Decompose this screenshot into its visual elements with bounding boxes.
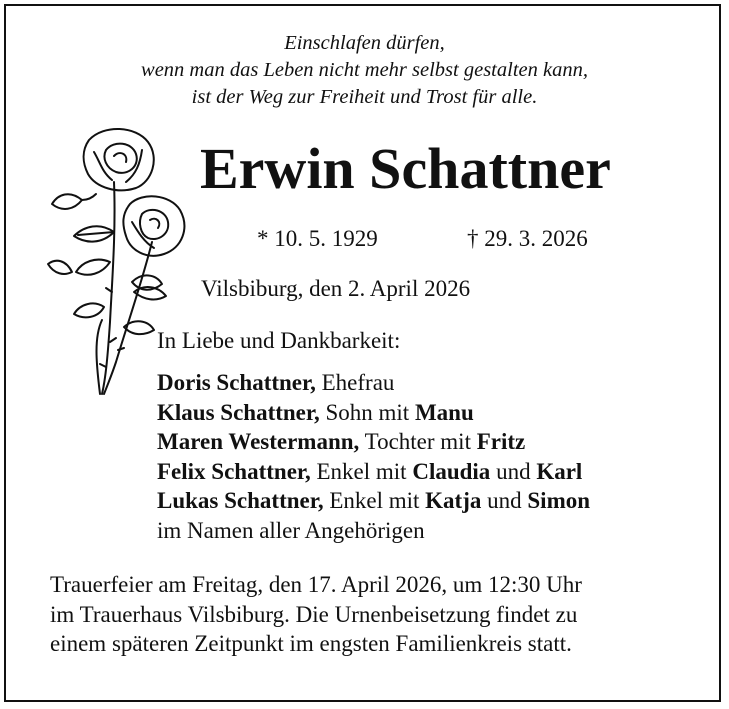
family-member: [157, 427, 590, 457]
birth-date: * 10. 5. 1929: [257, 226, 378, 251]
deceased-name: Erwin Schattner: [200, 136, 611, 201]
family-member: [157, 398, 590, 428]
partner-name: Karl: [536, 458, 583, 484]
funeral-info: [50, 570, 582, 659]
member-name: Doris Schattner,: [157, 370, 316, 395]
funeral-info-line-1: Trauerfeier am Freitag, den 17. April 2026, um 12:30 Uhr: [50, 572, 582, 597]
family-member: [157, 457, 590, 487]
partner-name: Simon: [527, 488, 591, 513]
funeral-info-line-2: im Trauerhaus Vilsbiburg. Die Urnenbeisetzung findet zu: [50, 601, 578, 627]
connector: und: [490, 458, 537, 484]
motto: [0, 30, 729, 111]
motto-line-2: wenn man das Leben nicht mehr selbst gestalten kann,: [141, 59, 588, 81]
death-date: † 29. 3. 2026: [467, 226, 588, 251]
member-relation: Tochter mit: [359, 429, 477, 454]
family-list: [157, 368, 590, 545]
member-name: Maren Westermann,: [157, 429, 360, 454]
partner-name: Katja: [425, 488, 482, 513]
member-name: Felix Schattner,: [157, 458, 311, 484]
connector: und: [481, 488, 528, 513]
partner-name: Manu: [414, 399, 474, 425]
member-relation: Ehefrau: [315, 370, 395, 395]
family-closing: im Namen aller Angehörigen: [157, 517, 425, 543]
partner-name: Fritz: [476, 429, 526, 454]
member-name: Klaus Schattner,: [157, 399, 320, 425]
member-name: Lukas Schattner,: [157, 488, 324, 513]
partner-name: Claudia: [412, 458, 491, 484]
member-relation: Enkel mit: [310, 458, 413, 484]
member-relation: Sohn mit: [319, 399, 415, 425]
motto-line-3: ist der Weg zur Freiheit und Trost für alle.: [191, 86, 538, 108]
member-relation: Enkel mit: [323, 488, 426, 513]
family-member: [157, 368, 590, 398]
motto-line-1: Einschlafen dürfen,: [284, 32, 445, 54]
funeral-info-line-3: einem späteren Zeitpunkt im engsten Familienkreis statt.: [50, 631, 572, 656]
place-and-date: Vilsbiburg, den 2. April 2026: [201, 276, 471, 301]
family-member: [157, 486, 590, 516]
thanks-line: In Liebe und Dankbarkeit:: [157, 328, 401, 353]
